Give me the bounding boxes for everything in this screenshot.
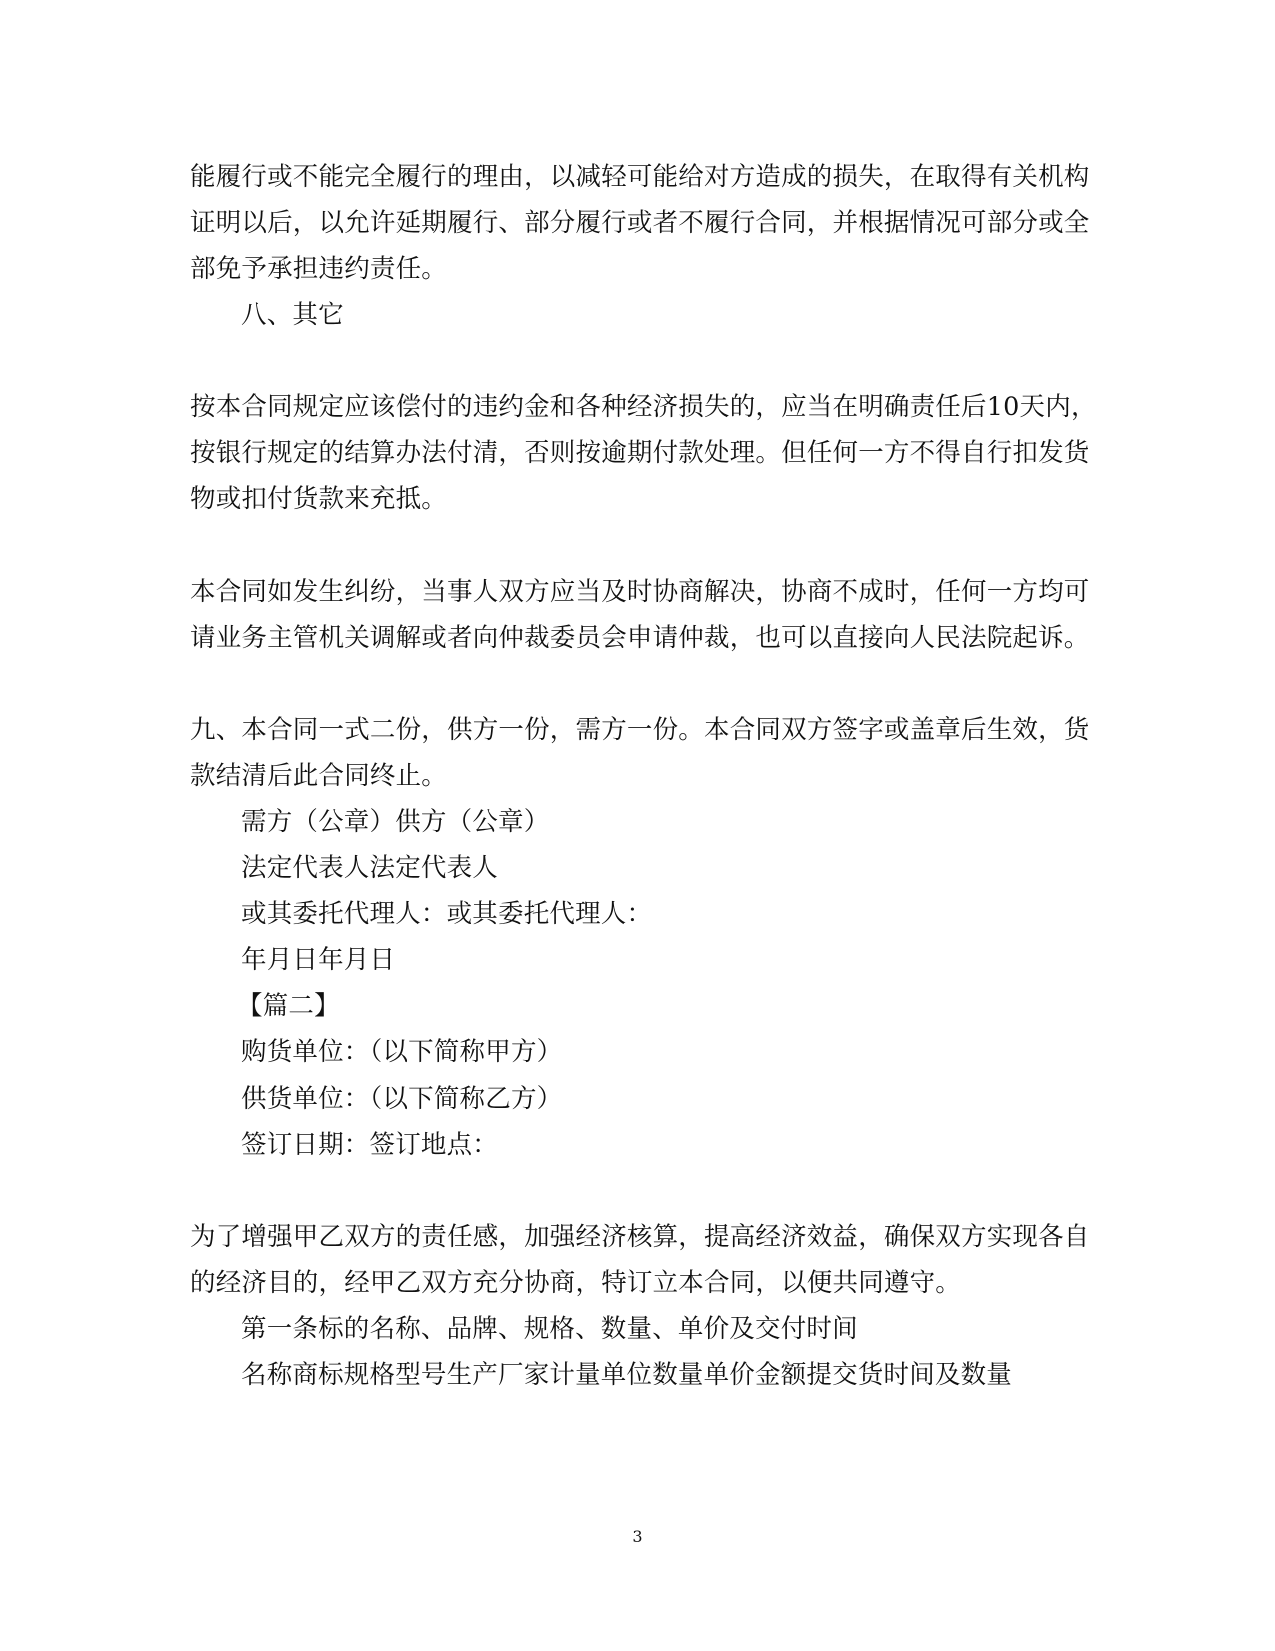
article-heading: 第一条标的名称、品牌、规格、数量、单价及交付时间 bbox=[241, 1314, 858, 1344]
body-text-line: 请业务主管机关调解或者向仲裁委员会申请仲裁，也可以直接向人民法院起诉。 bbox=[190, 623, 1090, 653]
signature-line: 需方（公章）供方（公章） bbox=[241, 807, 550, 837]
body-text-line: 九、本合同一式二份，供方一份，需方一份。本合同双方签字或盖章后生效，货 bbox=[190, 715, 1090, 745]
table-header-line: 名称商标规格型号生产厂家计量单位数量单价金额提交货时间及数量 bbox=[241, 1360, 1013, 1390]
section-heading: 八、其它 bbox=[241, 300, 344, 330]
body-text-line: 的经济目的，经甲乙双方充分协商，特订立本合同，以便共同遵守。 bbox=[190, 1268, 962, 1298]
body-text-line: 部免予承担违约责任。 bbox=[190, 254, 448, 284]
signature-line: 或其委托代理人：或其委托代理人： bbox=[241, 899, 653, 929]
body-text-line: 证明以后，以允许延期履行、部分履行或者不履行合同，并根据情况可部分或全 bbox=[190, 208, 1090, 238]
signing-info-line: 签订日期：签订地点： bbox=[241, 1130, 499, 1160]
body-text-line: 物或扣付货款来充抵。 bbox=[190, 484, 448, 514]
body-text-line: 本合同如发生纠纷，当事人双方应当及时协商解决，协商不成时，任何一方均可 bbox=[190, 577, 1090, 607]
signature-line: 法定代表人法定代表人 bbox=[241, 853, 499, 883]
body-text-line: 为了增强甲乙双方的责任感，加强经济核算，提高经济效益，确保双方实现各自 bbox=[190, 1222, 1090, 1252]
body-text-line: 按银行规定的结算办法付清，否则按逾期付款处理。但任何一方不得自行扣发货 bbox=[190, 438, 1090, 468]
section-title: 【篇二】 bbox=[237, 991, 340, 1021]
body-text-line: 能履行或不能完全履行的理由，以减轻可能给对方造成的损失，在取得有关机构 bbox=[190, 162, 1090, 192]
date-line: 年月日年月日 bbox=[241, 945, 396, 975]
body-text-line: 按本合同规定应该偿付的违约金和各种经济损失的，应当在明确责任后10天内， bbox=[190, 392, 1097, 422]
party-line: 供货单位：（以下简称乙方） bbox=[241, 1084, 563, 1114]
body-text-line: 款结清后此合同终止。 bbox=[190, 761, 448, 791]
party-line: 购货单位：（以下简称甲方） bbox=[241, 1037, 563, 1067]
page-number: 3 bbox=[632, 1527, 643, 1546]
